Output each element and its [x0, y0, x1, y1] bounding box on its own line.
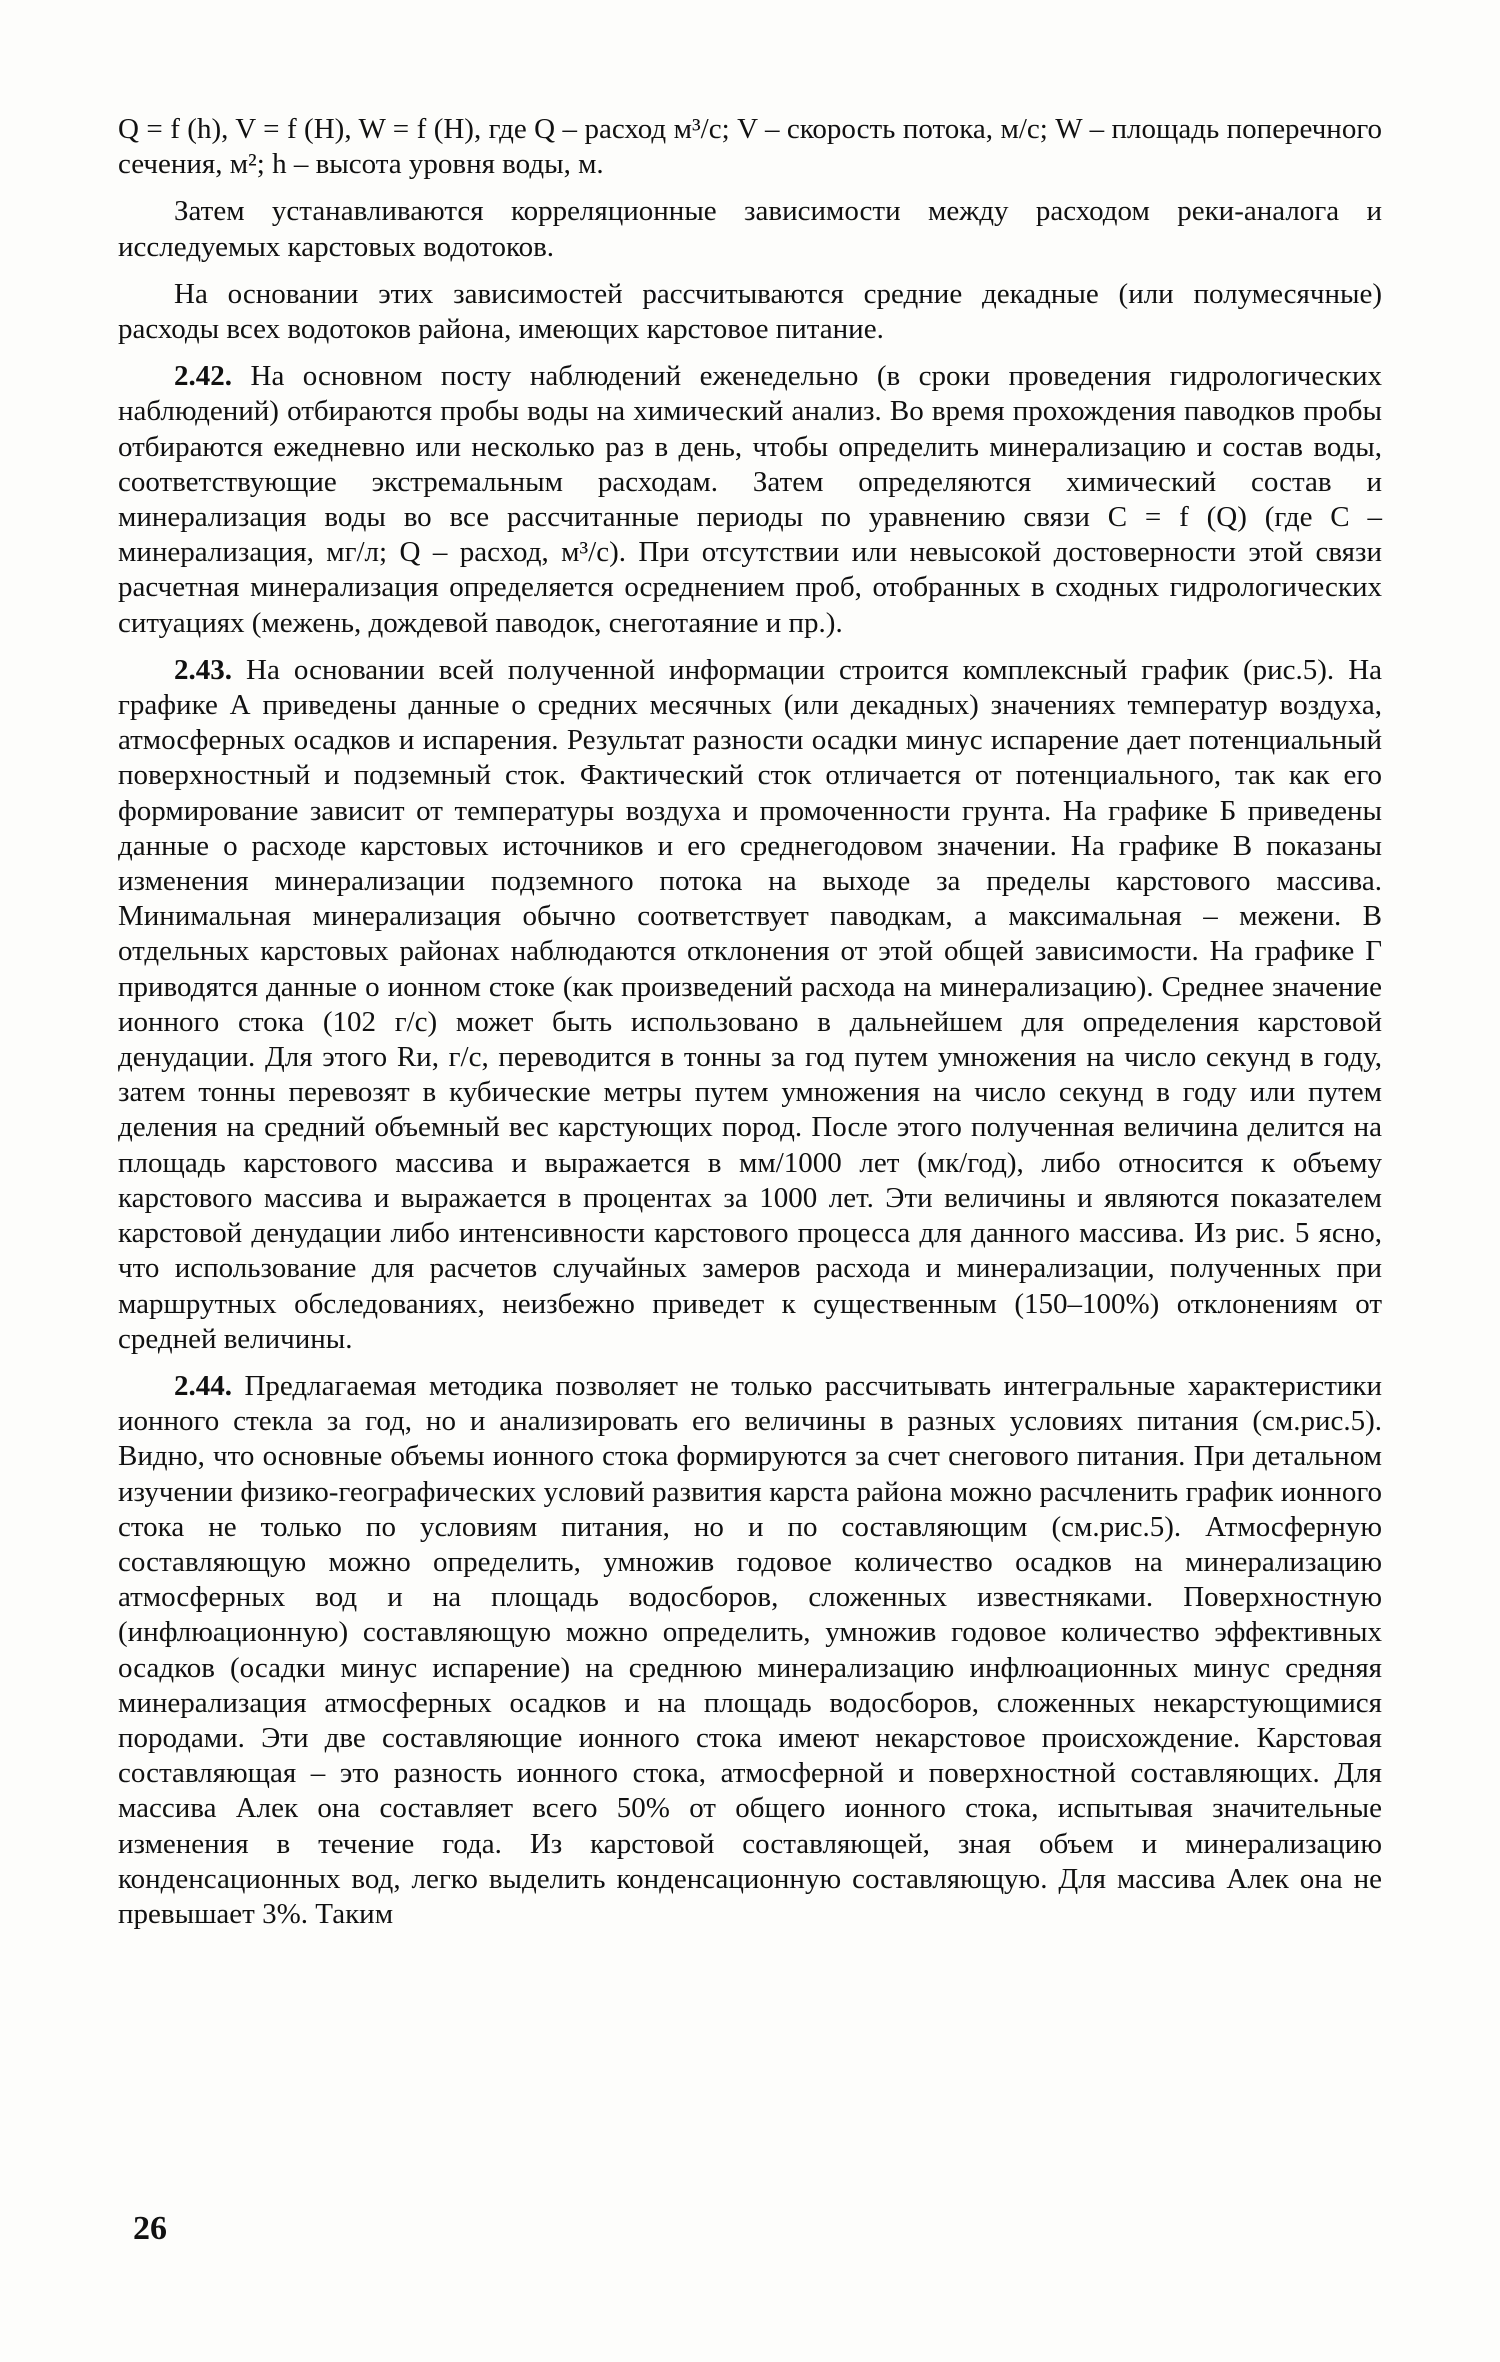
paragraph-text: На основании всей полученной информации строится комплексный график (рис.5). На графике А приведены данные о средних месячных (или декадных) значениях температур воздуха, атмосферных осадков и испарения. Результат разности осадки минус испарение дает потенциальный поверхностный и подземный сток. Фактический сток отличается от потенциального, так как его формирование зависит от температуры воздуха и промоченности грунта. На графике Б приведены данные о расходе карстовых источников и его среднегодовом значении. На графике В показаны изменения минерализации подземного потока на выходе за пределы карстового массива. Минимальная минерализация обычно соответствует паводкам, а максимальная – межени. В отдельных карстовых районах наблюдаются отклонения от этой общей зависимости. На графике Г приводятся данные о ионном стоке (как произведений расхода на минерализацию). Среднее значение ионного стока (102 г/с) может быть использовано в дальнейшем для определения карстовой денудации. Для этого Rи, г/с, переводится в тонны за год путем умножения на число секунд в году, затем тонны перевозят в кубические метры путем умножения на число секунд в году или путем деления на средний объемный вес карстующих пород. После этого полученная величина делится на площадь карстового массива и выражается в мм/1000 лет (мк/год), либо относится к объему карстового массива и выражается в процентах за 1000 лет. Эти величины и являются показателем карстовой денудации либо интенсивности карстового процесса для данного массива. Из рис. 5 ясно, что использование для расчетов случайных замеров расхода и минерализации, полученных при маршрутных обследованиях, неизбежно приведет к существенным (150–100%) отклонениям от средней величины. [118, 653, 1383, 1355]
paragraph-text: На основании этих зависимостей рассчитываются средние декадные (или полумесячные) расходы всех водотоков района, имеющих карстовое питание. [118, 277, 1382, 346]
paragraph-2-43 [118, 653, 1382, 1357]
paragraph-2-42 [118, 359, 1382, 641]
paragraph-discharges [118, 277, 1382, 347]
paragraph-text: Предлагаемая методика позволяет не только рассчитывать интегральные характеристики ионного стекла за год, но и анализировать его величины в разных условиях питания (см.рис.5). Видно, что основные объемы ионного стока формируются за счет снегового питания. При детальном изучении физико-географических условий развития карста района можно расчленить график ионного стока не только по условиям питания, но и по составляющим (см.рис.5). Атмосферную составляющую можно определить, умножив годовое количество осадков на минерализацию атмосферных вод и на площадь водосборов, сложенных известняками. Поверхностную (инфлюационную) составляющую можно определить, умножив годовое количество эффективных осадков (осадки минус испарение) на среднюю минерализацию инфлюационных минус средняя минерализация атмосферных осадков и на площадь водосборов, сложенных некарстующимися породами. Эти две составляющие ионного стока имеют некарстовое происхождение. Карстовая составляющая – это разность ионного стока, атмосферной и поверхностной составляющих. Для массива Алек она составляет всего 50% от общего ионного стока, испытывая значительные изменения в течение года. Из карстовой составляющей, зная объем и минерализацию конденсационных вод, легко выделить конденсационную составляющую. Для массива Алек она не превышает 3%. Таким [118, 1369, 1382, 1930]
paragraph-2-44 [118, 1369, 1382, 1932]
section-number: 2.42. [174, 360, 232, 393]
paragraph-correlation [118, 194, 1382, 264]
paragraph-formula-definitions [118, 112, 1382, 182]
paragraph-text: На основном посту наблюдений еженедельно (в сроки проведения гидрологических наблюдений) отбираются пробы воды на химический анализ. Во время прохождения паводков пробы отбираются ежедневно или несколько раз в день, чтобы определить минерализацию и состав воды, соответствующие экстремальным расходам. Затем определяются химический состав и минерализация воды во все рассчитанные периоды по уравнению связи C = f (Q) (где C – минерализация, мг/л; Q – расход, м³/с). При отсутствии или невысокой достоверности этой связи расчетная минерализация определяется осреднением проб, отобранных в сходных гидрологических ситуациях (межень, дождевой паводок, снеготаяние и пр.). [118, 360, 1382, 639]
page-body [118, 112, 1382, 1944]
section-number: 2.43. [174, 653, 232, 686]
page-number: 26 [133, 2210, 167, 2247]
paragraph-text: Затем устанавливаются корреляционные зависимости между расходом реки-аналога и исследуемых карстовых водотоков. [118, 195, 1382, 263]
section-number: 2.44. [174, 1369, 232, 1402]
paragraph-text: Q = f (h), V = f (H), W = f (H), где Q – расход м³/с; V – скорость потока, м/с; W – площадь поперечного сечения, м²; h – высота уровня воды, м. [118, 113, 1382, 181]
